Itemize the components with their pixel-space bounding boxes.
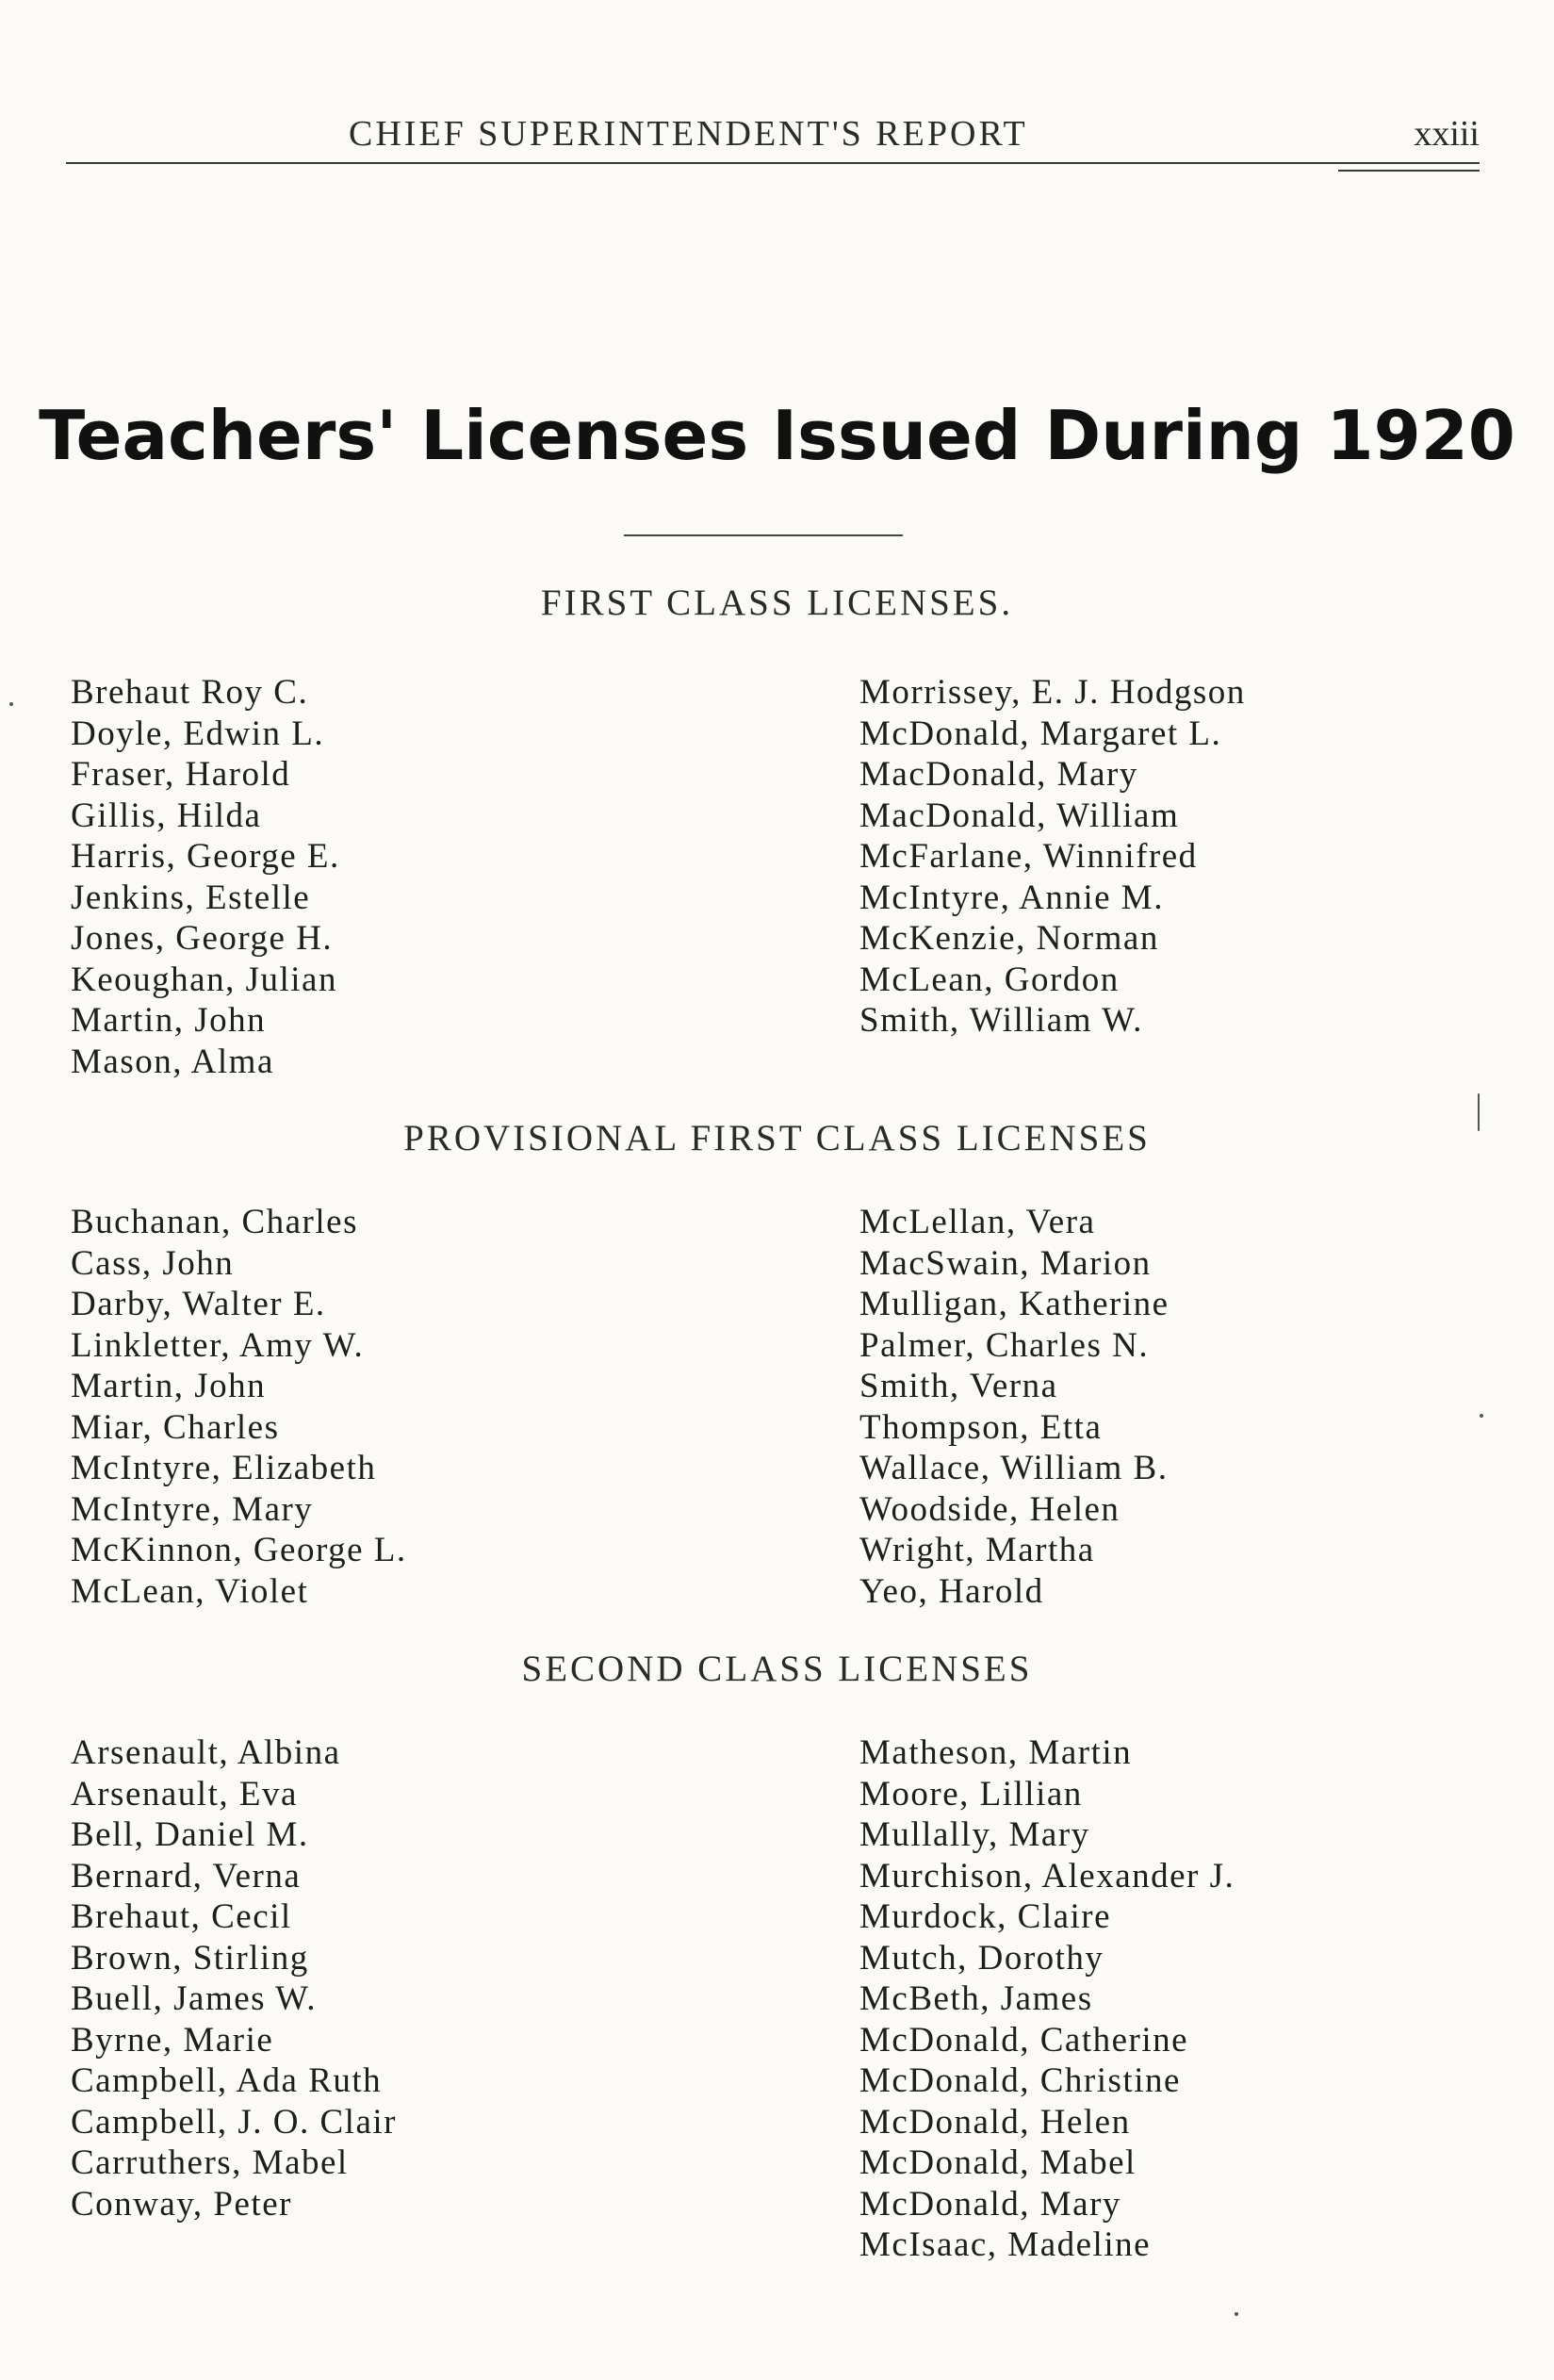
running-head	[66, 104, 1480, 160]
list-item: Mulligan, Katherine	[859, 1285, 1170, 1323]
list-item: Gillis, Hilda	[71, 796, 262, 835]
list-item: Buchanan, Charles	[71, 1203, 358, 1241]
list-item: Jones, George H.	[71, 919, 334, 958]
list-item: McIntyre, Mary	[71, 1489, 314, 1529]
list-item: MacDonald, Mary	[859, 755, 1138, 794]
list-item: Yeo, Harold	[859, 1571, 1044, 1611]
list-item: Morrissey, E. J. Hodgson	[859, 673, 1246, 712]
list-item: Byrne, Marie	[71, 2020, 274, 2060]
first-class-list-left	[71, 672, 340, 1082]
list-item: Wright, Martha	[859, 1531, 1095, 1569]
list-item: Keoughan, Julian	[71, 960, 337, 999]
list-item: Martin, John	[71, 1367, 267, 1405]
section-heading-second-class: SECOND CLASS LICENSES	[521, 1649, 1033, 1689]
list-item: McDonald, Margaret L.	[859, 714, 1222, 753]
list-item: Thompson, Etta	[859, 1407, 1103, 1447]
list-item: Smith, Verna	[859, 1367, 1058, 1405]
first-class-list-right	[859, 672, 1246, 1042]
list-item: McIntyre, Elizabeth	[71, 1449, 377, 1487]
list-item: Brehaut Roy C.	[71, 673, 309, 712]
list-item: Woodside, Helen	[859, 1489, 1121, 1529]
list-item: Harris, George E.	[71, 837, 340, 876]
header-rule	[66, 162, 1480, 164]
list-item: Miar, Charles	[71, 1407, 280, 1447]
list-item: Buell, James W.	[71, 1979, 317, 2018]
provisional-list-right	[859, 1202, 1170, 1612]
scan-speck	[1235, 2312, 1238, 2316]
list-item: McDonald, Catherine	[859, 2020, 1189, 2060]
list-item: McFarlane, Winnifred	[859, 837, 1198, 876]
scan-speck	[1480, 1414, 1483, 1418]
list-item: Wallace, William B.	[859, 1449, 1169, 1487]
list-item: McDonald, Christine	[859, 2061, 1181, 2100]
second-class-list-left	[71, 1732, 397, 2224]
list-item: Jenkins, Estelle	[71, 878, 311, 917]
list-item: Mason, Alma	[71, 1042, 274, 1081]
list-item: Darby, Walter E.	[71, 1285, 326, 1323]
list-item: McLean, Gordon	[859, 960, 1120, 999]
list-item: Martin, John	[71, 1001, 267, 1040]
running-head-title: CHIEF SUPERINTENDENT'S REPORT	[349, 114, 1028, 154]
list-item: McKenzie, Norman	[859, 919, 1159, 958]
list-item: Matheson, Martin	[859, 1733, 1133, 1772]
list-item: MacDonald, William	[859, 796, 1180, 835]
list-item: McBeth, James	[859, 1979, 1093, 2018]
list-item: Bernard, Verna	[71, 1856, 302, 1896]
list-item: McDonald, Mary	[859, 2184, 1121, 2224]
list-item: Conway, Peter	[71, 2184, 292, 2224]
scan-speck	[1478, 1093, 1480, 1131]
scan-speck	[9, 702, 13, 706]
list-item: MacSwain, Marion	[859, 1243, 1152, 1283]
list-item: Mullally, Mary	[859, 1815, 1090, 1854]
list-item: McKinnon, George L.	[71, 1531, 407, 1569]
list-item: Murchison, Alexander J.	[859, 1856, 1235, 1896]
list-item: Campbell, J. O. Clair	[71, 2102, 397, 2142]
list-item: Campbell, Ada Ruth	[71, 2061, 383, 2100]
list-item: Bell, Daniel M.	[71, 1815, 309, 1854]
list-item: McDonald, Helen	[859, 2102, 1131, 2142]
list-item: McIsaac, Madeline	[859, 2225, 1152, 2264]
list-item: Brehaut, Cecil	[71, 1897, 292, 1936]
header-rule-double	[1338, 170, 1480, 172]
list-item: Murdock, Claire	[859, 1897, 1112, 1936]
list-item: Arsenault, Albina	[71, 1733, 341, 1772]
list-item: Smith, William W.	[859, 1001, 1143, 1040]
list-item: Carruthers, Mabel	[71, 2143, 349, 2182]
list-item: Cass, John	[71, 1243, 235, 1283]
second-class-list-right	[859, 1732, 1235, 2266]
list-item: Brown, Stirling	[71, 1938, 309, 1978]
list-item: McLean, Violet	[71, 1571, 309, 1611]
page-title: Teachers' Licenses Issued During 1920	[39, 396, 1515, 475]
section-heading-provisional-first-class: PROVISIONAL FIRST CLASS LICENSES	[403, 1118, 1151, 1158]
list-item: Linkletter, Amy W.	[71, 1325, 365, 1365]
section-heading-first-class: FIRST CLASS LICENSES.	[540, 583, 1014, 623]
list-item: McDonald, Mabel	[859, 2143, 1137, 2182]
list-item: Moore, Lillian	[859, 1774, 1083, 1814]
page-number: xxiii	[1414, 114, 1480, 154]
title-rule	[624, 534, 903, 536]
list-item: McIntyre, Annie M.	[859, 878, 1164, 917]
list-item: Doyle, Edwin L.	[71, 714, 325, 753]
list-item: Palmer, Charles N.	[859, 1325, 1150, 1365]
provisional-list-left	[71, 1202, 407, 1612]
list-item: Arsenault, Eva	[71, 1774, 298, 1814]
list-item: McLellan, Vera	[859, 1203, 1096, 1241]
list-item: Mutch, Dorothy	[859, 1938, 1104, 1978]
list-item: Fraser, Harold	[71, 755, 291, 794]
